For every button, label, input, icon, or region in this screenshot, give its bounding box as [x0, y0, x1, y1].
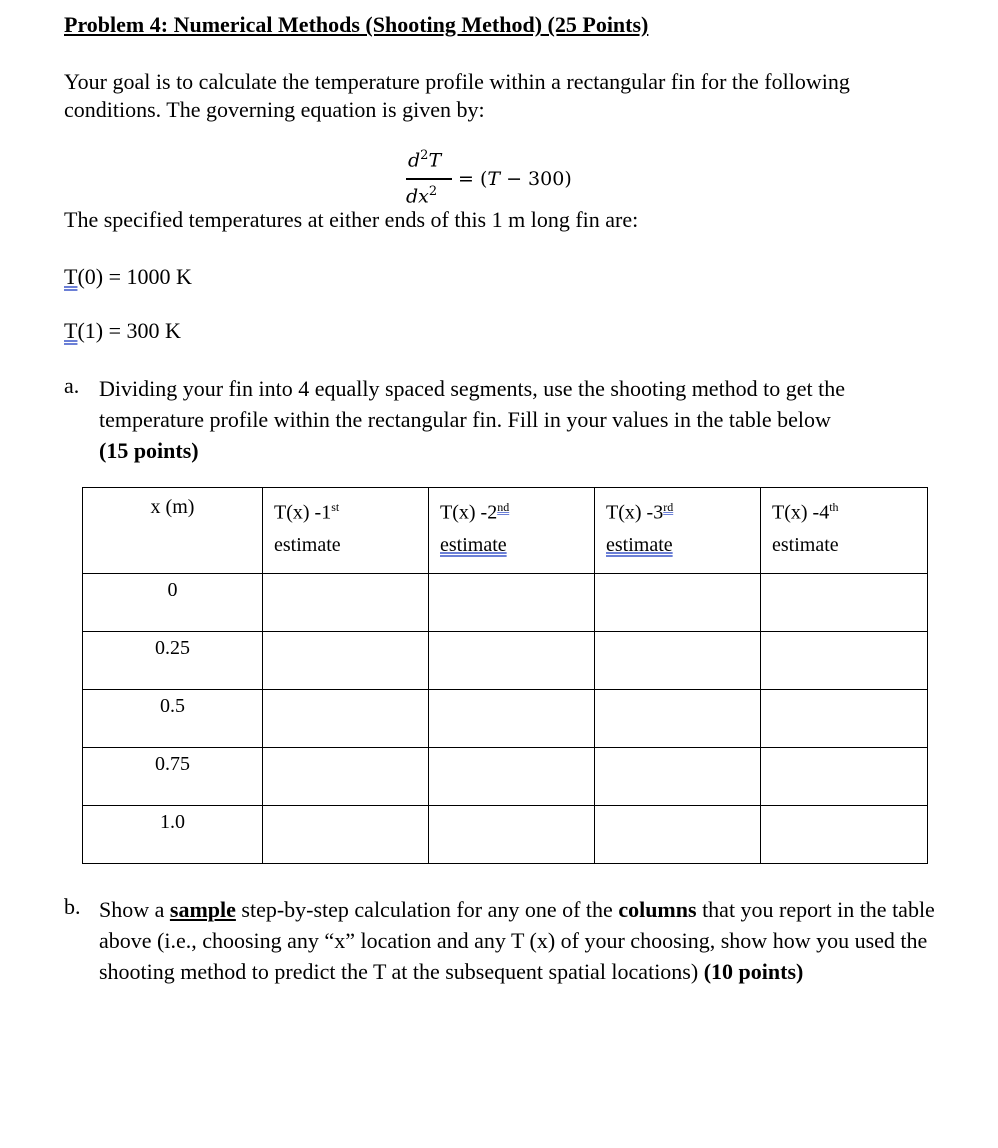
empty-cell[interactable] [761, 574, 928, 632]
equation-rhs: = (T − 300) [458, 168, 572, 190]
x-value-cell: 1.0 [83, 806, 263, 864]
table-row [83, 806, 928, 864]
empty-cell[interactable] [263, 806, 429, 864]
equation-denominator: $dx^2$ [406, 184, 438, 208]
boundary-condition-2: T(1) = 300 K [64, 318, 181, 343]
empty-cell[interactable] [263, 574, 429, 632]
estimate-4-header: T(x) -4th estimate [761, 488, 928, 574]
table-row [83, 690, 928, 748]
empty-cell[interactable] [595, 806, 761, 864]
part-a-letter: a. [64, 373, 80, 398]
empty-cell[interactable] [429, 748, 595, 806]
empty-cell[interactable] [761, 806, 928, 864]
x-column-header: x (m) [83, 488, 263, 574]
temperature-table [82, 487, 928, 864]
empty-cell[interactable] [429, 632, 595, 690]
empty-cell[interactable] [761, 632, 928, 690]
boundary-condition-1: T(0) = 1000 K [64, 264, 192, 289]
empty-cell[interactable] [761, 748, 928, 806]
table-header-row [83, 488, 928, 574]
columns-emphasis: columns [618, 897, 697, 922]
empty-cell[interactable] [595, 690, 761, 748]
equation-numerator: $d^2T$ [408, 148, 442, 172]
empty-cell[interactable] [263, 748, 429, 806]
part-b-text: Show a sample step-by-step calculation for any one of the columns that you report in the table above (i.e., choosing any “x” location and any T (x) of your choosing, show how you used the shooting method to predict the T at the subsequent spatial locations) (10 points) [99, 897, 935, 984]
empty-cell[interactable] [595, 632, 761, 690]
empty-cell[interactable] [263, 632, 429, 690]
table-row [83, 748, 928, 806]
part-b-letter: b. [64, 894, 81, 919]
x-value-cell: 0 [83, 574, 263, 632]
part-a-text: Dividing your fin into 4 equally spaced segments, use the shooting method to get the temperature profile within the rectangular fin. Fill in your values in the table below (15 points) [99, 376, 846, 463]
empty-cell[interactable] [429, 690, 595, 748]
empty-cell[interactable] [263, 690, 429, 748]
intro-paragraph: Your goal is to calculate the temperature profile within a rectangular fin for the following conditions. The governing equation is given by: [64, 69, 850, 122]
part-b-points: (10 points) [703, 959, 804, 984]
specified-temperatures-text: The specified temperatures at either ends of this 1 m long fin are: [64, 207, 639, 232]
fraction-bar [406, 178, 452, 180]
table-row [83, 632, 928, 690]
problem-title: Problem 4: Numerical Methods (Shooting Method) (25 Points) [64, 12, 649, 37]
empty-cell[interactable] [595, 574, 761, 632]
empty-cell[interactable] [429, 574, 595, 632]
table-row [83, 574, 928, 632]
sample-emphasis: sample [169, 897, 236, 922]
x-value-cell: 0.5 [83, 690, 263, 748]
estimate-3-header: T(x) -3rd estimate [595, 488, 761, 574]
part-a-points: (15 points) [99, 438, 199, 463]
estimate-2-header: T(x) -2nd estimate [429, 488, 595, 574]
estimate-1-header: T(x) -1st estimate [263, 488, 429, 574]
empty-cell[interactable] [595, 748, 761, 806]
x-value-cell: 0.25 [83, 632, 263, 690]
x-value-cell: 0.75 [83, 748, 263, 806]
empty-cell[interactable] [761, 690, 928, 748]
empty-cell[interactable] [429, 806, 595, 864]
